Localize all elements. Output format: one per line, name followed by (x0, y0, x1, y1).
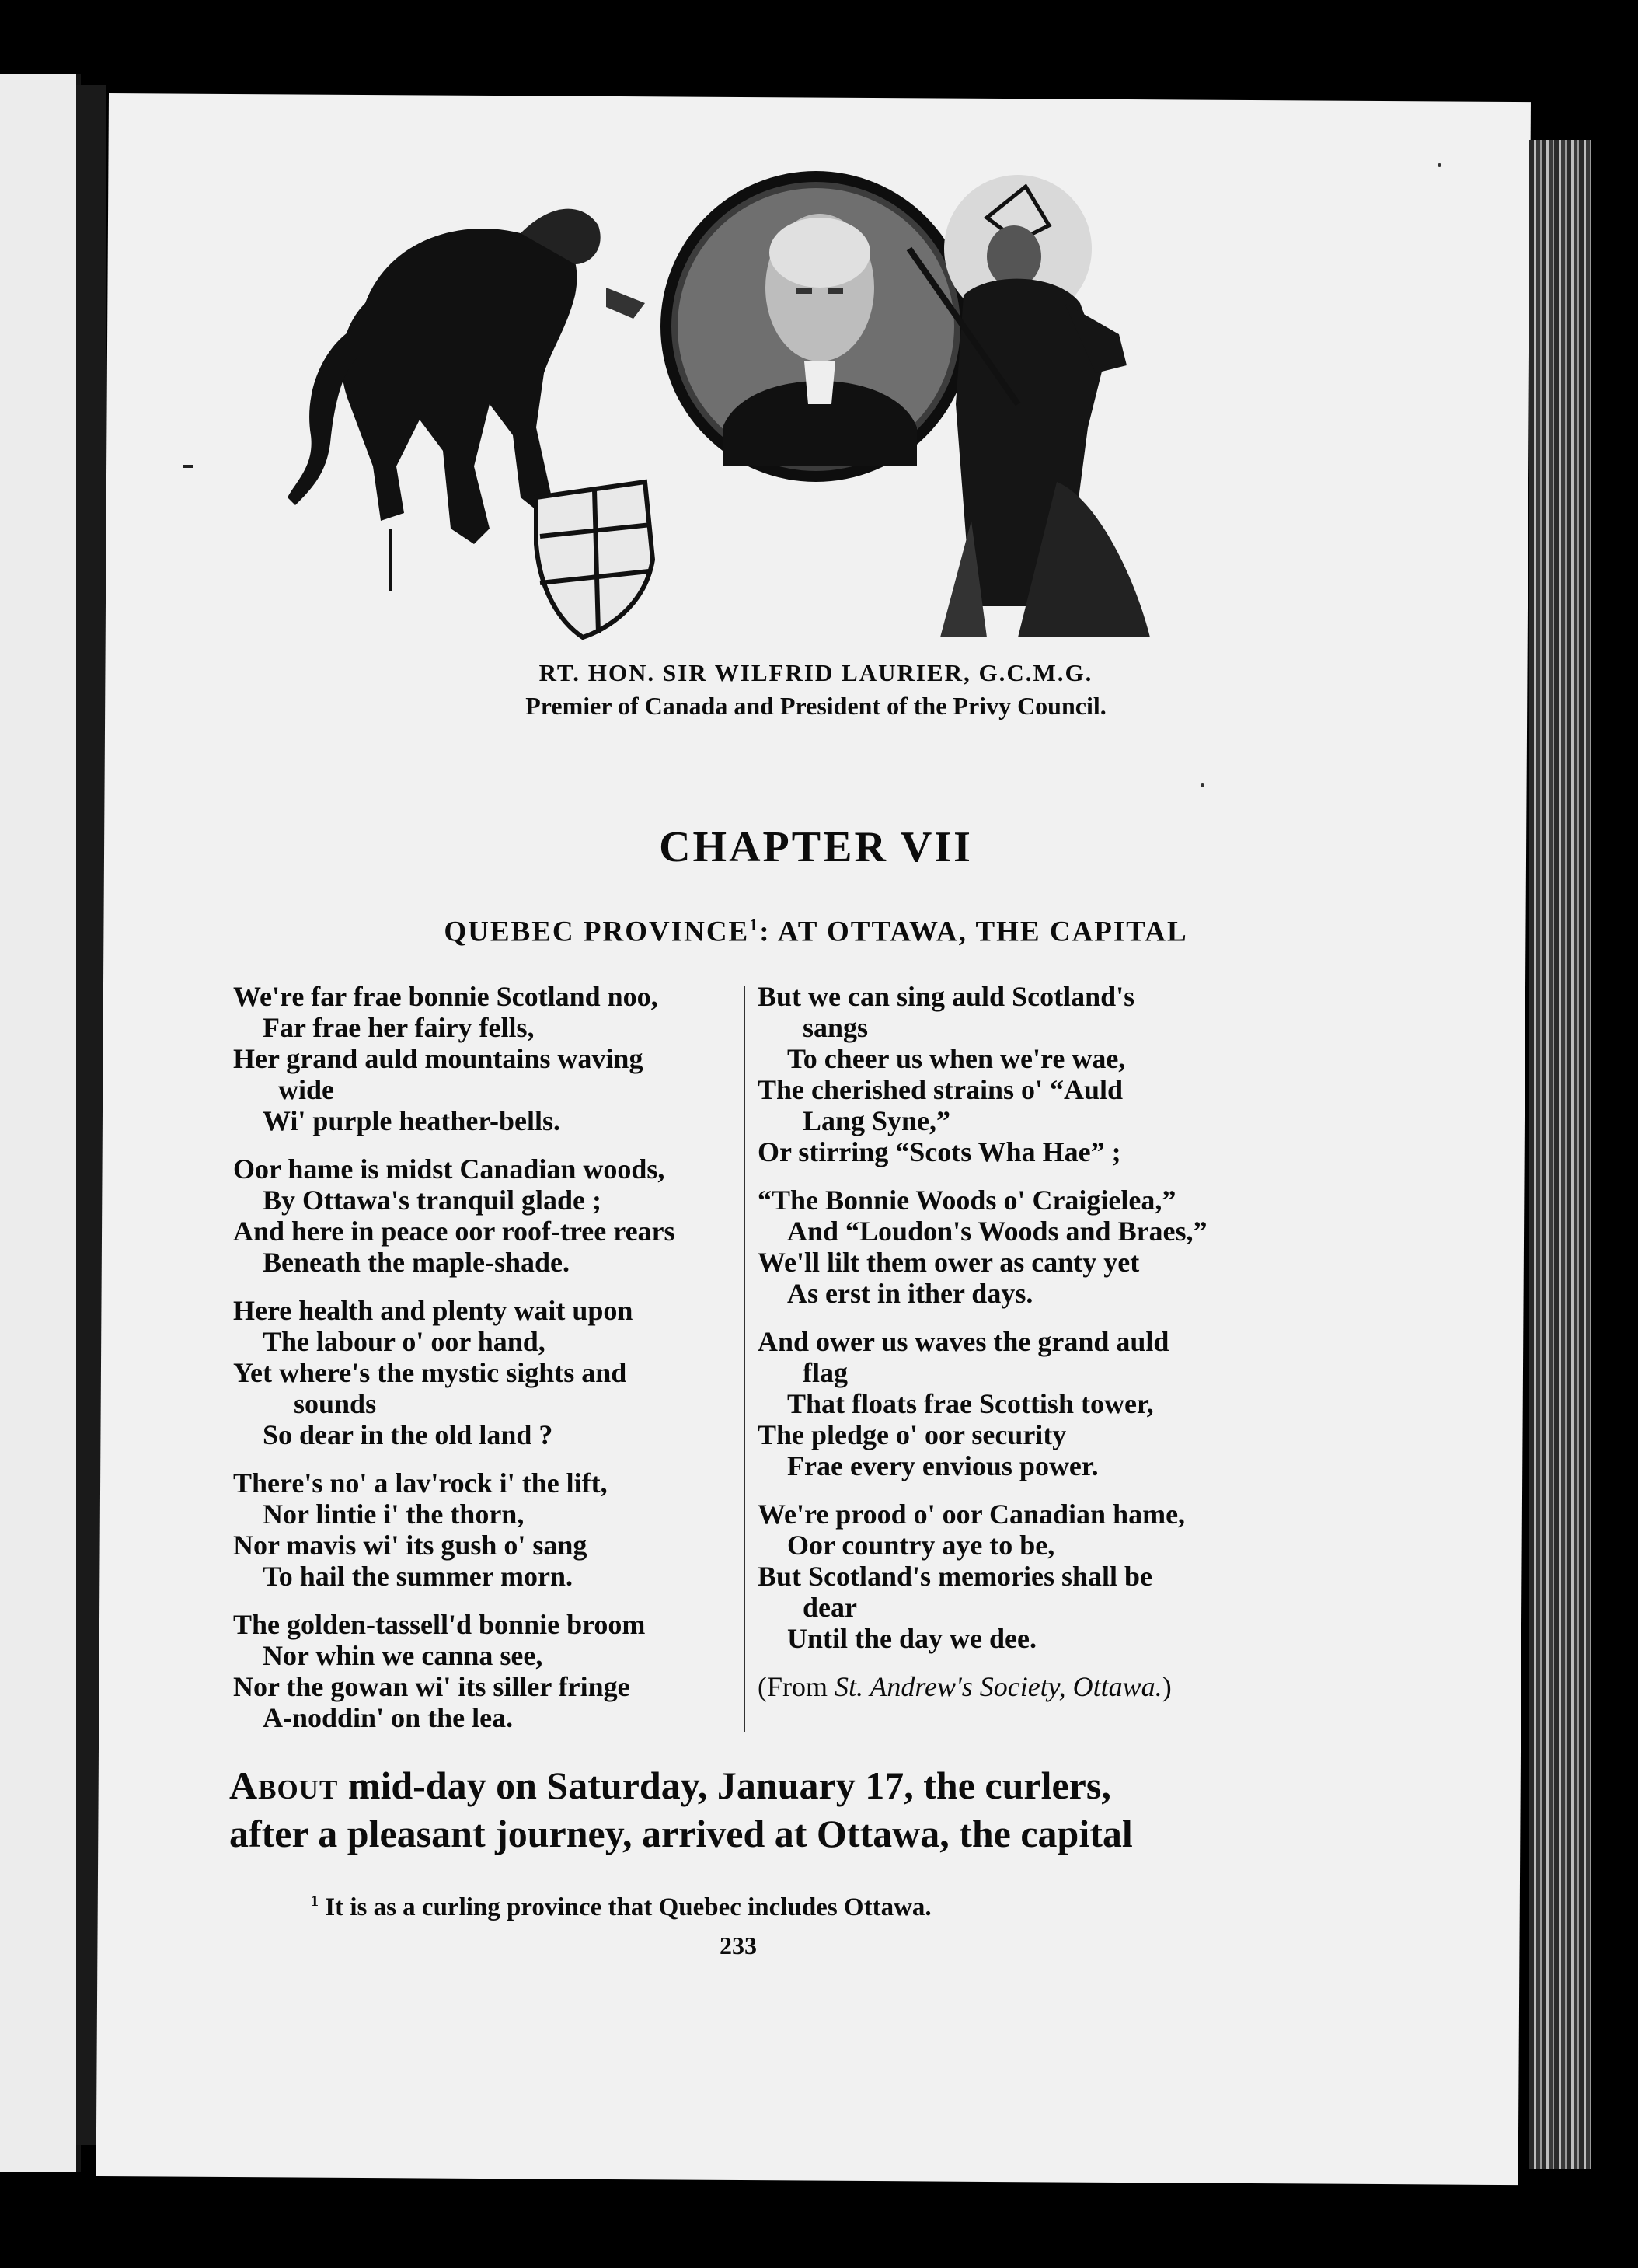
poem-stanza (233, 1295, 746, 1450)
portrait-illustration (241, 171, 1204, 645)
poem-line: So dear in the old land ? (263, 1419, 553, 1450)
poem-line: Oor country aye to be, (787, 1530, 1055, 1561)
footnote-marker: 1 (749, 915, 760, 934)
poem-line: As erst in ither days. (787, 1278, 1033, 1309)
poem-line: Until the day we dee. (787, 1623, 1037, 1654)
chapter-subtitle (233, 915, 1399, 948)
poem-line: Far frae her fairy fells, (263, 1012, 535, 1043)
page-stack-edge (1529, 140, 1591, 2169)
poem-line: To hail the summer morn. (263, 1561, 573, 1592)
poem-line: Yet where's the mystic sights and (233, 1357, 627, 1388)
poem-line: And “Loudon's Woods and Braes,” (787, 1216, 1208, 1247)
footnote (311, 1893, 1243, 1922)
coat-of-arms-shield (536, 482, 653, 637)
poem-line: A-noddin' on the lea. (263, 1702, 514, 1733)
poem-line: sounds (294, 1388, 377, 1419)
poem-line: We'll lilt them ower as canty yet (758, 1247, 1140, 1278)
speck (1438, 163, 1441, 167)
poem-line: That floats frae Scottish tower, (787, 1388, 1154, 1419)
poem-line: The golden-tassell'd bonnie broom (233, 1609, 646, 1640)
poem-line: Her grand auld mountains waving (233, 1043, 643, 1074)
footnote-text: It is as a curling province that Quebec includes Ottawa. (325, 1893, 932, 1921)
speck (1201, 783, 1204, 787)
body-paragraph (229, 1761, 1263, 1858)
poem-line: The labour o' oor hand, (263, 1326, 545, 1357)
poem-line: There's no' a lav'rock i' the lift, (233, 1467, 608, 1499)
poem-line: wide (278, 1074, 334, 1105)
poem-line: The cherished strains o' “Auld (758, 1074, 1124, 1105)
attribution-source: St. Andrew's Society, Ottawa. (835, 1671, 1162, 1702)
poem-line: “The Bonnie Woods o' Craigielea,” (758, 1185, 1176, 1216)
footnote-number: 1 (311, 1893, 319, 1910)
poem-stanza (758, 1185, 1270, 1309)
poem-line: Or stirring “Scots Wha Hae” ; (758, 1136, 1121, 1167)
poem-stanza (758, 1326, 1270, 1481)
illustration-caption-subtitle: Premier of Canada and President of the Privy Council. (525, 692, 1107, 720)
portrait-medallion (660, 171, 971, 482)
poem-line: Wi' purple heather-bells. (263, 1105, 561, 1136)
poem-line: To cheer us when we're wae, (787, 1043, 1126, 1074)
poem-line: The pledge o' oor security (758, 1419, 1067, 1450)
attribution-suffix: ) (1162, 1671, 1172, 1702)
poem-line: sangs (803, 1012, 869, 1043)
poem-line: And here in peace oor roof-tree rears (233, 1216, 675, 1247)
poem-line: But we can sing auld Scotland's (758, 981, 1135, 1012)
poem-line: Lang Syne,” (803, 1105, 951, 1136)
poem-line: And ower us waves the grand auld (758, 1326, 1169, 1357)
poem-line: We're far frae bonnie Scotland noo, (233, 981, 658, 1012)
poem-stanza (233, 1609, 746, 1733)
poem-stanza (233, 1153, 746, 1278)
poem-line: But Scotland's memories shall be (758, 1561, 1153, 1592)
poem-line: Oor hame is midst Canadian woods, (233, 1153, 665, 1185)
paragraph-line-2: after a pleasant journey, arrived at Ottawa, the capital (229, 1812, 1133, 1855)
paragraph-line-1: mid-day on Saturday, January 17, the curlers, (347, 1764, 1111, 1807)
poem-line: Frae every envious power. (787, 1450, 1099, 1481)
chapter-heading: CHAPTER VII (659, 823, 973, 871)
poem-column-right (758, 981, 1270, 1702)
chapter-subtitle-rest: : AT OTTAWA, THE CAPITAL (759, 916, 1188, 948)
poem-stanza (758, 1499, 1270, 1654)
poem-line: We're prood o' oor Canadian hame, (758, 1499, 1186, 1530)
attribution-prefix: (From (758, 1671, 835, 1702)
illustration-caption-title: RT. HON. SIR WILFRID LAURIER, G.C.M.G. (538, 659, 1093, 686)
poem-line: By Ottawa's tranquil glade ; (263, 1185, 602, 1216)
chapter-subtitle-main: QUEBEC PROVINCE (444, 916, 750, 948)
poem-attribution (758, 1671, 1270, 1702)
poem-line: Nor the gowan wi' its siller fringe (233, 1671, 630, 1702)
poem-stanza (233, 1467, 746, 1592)
poem-line: Here health and plenty wait upon (233, 1295, 633, 1326)
poem-line: flag (803, 1357, 848, 1388)
poem-line: Nor mavis wi' its gush o' sang (233, 1530, 587, 1561)
poem-line: Nor whin we canna see, (263, 1640, 543, 1671)
poem-column-left (233, 981, 746, 1750)
column-divider (744, 986, 745, 1732)
paragraph-lead-word: About (229, 1764, 339, 1807)
facing-page-edge (0, 74, 81, 2172)
poem-stanza (233, 981, 746, 1136)
poem-line: dear (803, 1592, 857, 1623)
poem-line: Beneath the maple-shade. (263, 1247, 570, 1278)
page-number: 233 (720, 1931, 757, 1959)
margin-mark (183, 465, 193, 468)
poem-stanza (758, 981, 1270, 1167)
poem-line: Nor lintie i' the thorn, (263, 1499, 525, 1530)
